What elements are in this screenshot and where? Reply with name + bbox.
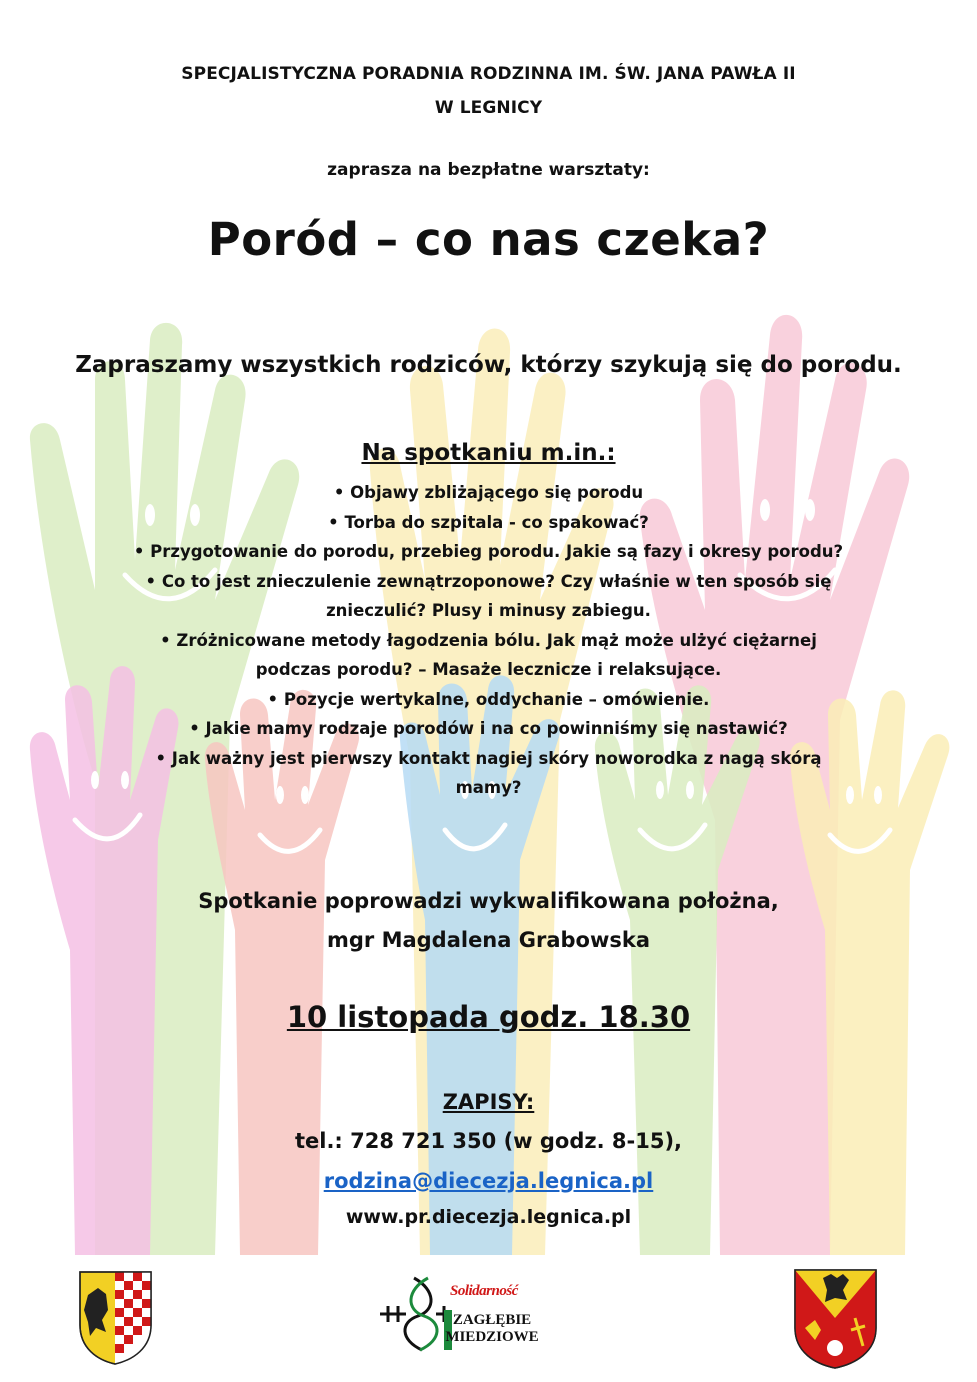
coat-of-arms-right-icon (793, 1268, 878, 1370)
agenda-item: • Jak ważny jest pierwszy kontakt nagiej skóry noworodka z nagą skórą mamy? (155, 748, 822, 797)
region-name (437, 1312, 547, 1346)
signup-heading: ZAPISY: (442, 1090, 535, 1114)
email-link[interactable]: rodzina@diecezja.legnica.pl (323, 1169, 654, 1193)
agenda-list (120, 478, 857, 803)
agenda-item: • Pozycje wertykalne, oddychanie – omówienie. (267, 689, 710, 709)
region-line: MIEDZIOWE (445, 1329, 539, 1345)
agenda-heading: Na spotkaniu m.in.: (361, 440, 616, 466)
agenda-item: • Jakie mamy rodzaje porodów i na co powinniśmy się nastawić? (189, 719, 788, 738)
organization-name: SPECJALISTYCZNA PORADNIA RODZINNA IM. ŚW. JANA PAWŁA II (181, 64, 796, 84)
region-line: ZAGŁĘBIE (452, 1312, 532, 1328)
host-name: mgr Magdalena Grabowska (326, 928, 651, 952)
agenda-item: • Przygotowanie do porodu, przebieg porodu. Jakie są fazy i okresy porodu? (133, 542, 844, 561)
host-line: Spotkanie poprowadzi wykwalifikowana położna, (198, 889, 779, 913)
solidarity-wordmark: Solidarność (450, 1283, 518, 1299)
coat-of-arms-left-icon (78, 1270, 153, 1366)
agenda-item: • Co to jest znieczulenie zewnątrzoponowe? Czy właśnie w ten sposób się znieczulić? Plusy i minusy zabiegu. (145, 571, 832, 620)
lead-text: Zapraszamy wszystkich rodziców, którzy szykują się do porodu. (75, 352, 902, 378)
website-link[interactable]: www.pr.diecezja.legnica.pl (345, 1206, 632, 1228)
organization-city: W LEGNICY (434, 98, 543, 118)
agenda-item: • Objawy zbliżającego się porodu (333, 483, 644, 502)
host-info (0, 882, 977, 960)
agenda-item: • Zróżnicowane metody łagodzenia bólu. Jak mąż może ulżyć ciężarnej podczas porodu? – Masaże lecznicze i relaksujące. (160, 630, 817, 679)
page-title: Poród – co nas czeka? (207, 213, 770, 266)
agenda-item: • Torba do szpitala - co spakować? (328, 512, 649, 532)
phone-number: tel.: 728 721 350 (w godz. 8-15), (294, 1129, 683, 1153)
invitation-text: zaprasza na bezpłatne warsztaty: (327, 160, 650, 180)
event-date: 10 listopada godz. 18.30 (286, 1000, 691, 1034)
